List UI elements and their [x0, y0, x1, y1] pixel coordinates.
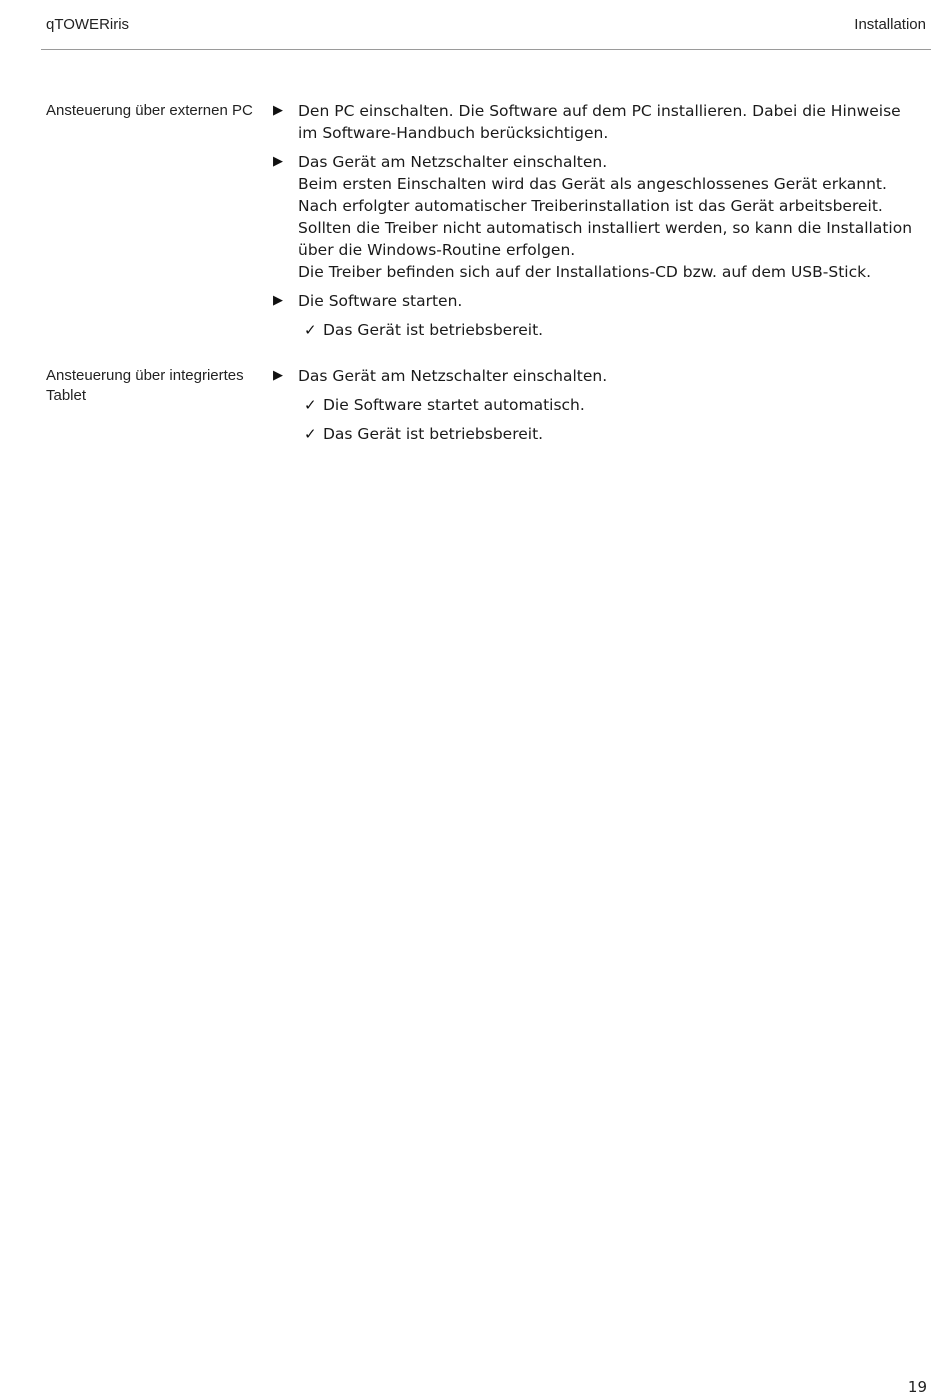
triangle-right-icon: ▶ [273, 154, 283, 169]
result-text: Das Gerät ist betriebsbereit. [323, 321, 544, 339]
checkmark-icon: ✓ [304, 425, 317, 443]
header-divider [41, 49, 931, 50]
step-text: Die Software starten. [298, 292, 463, 310]
section-content [273, 100, 923, 348]
result-item [273, 423, 923, 445]
step-text: Das Gerät am Netzschalter einschalten. [298, 153, 608, 171]
section-label: Ansteuerung über externen PC [46, 102, 253, 119]
page-number: 19 [907, 1378, 927, 1396]
result-text: Die Software startet automatisch. [323, 396, 585, 414]
triangle-right-icon: ▶ [273, 368, 283, 383]
instruction-step [273, 100, 923, 144]
step-text: Das Gerät am Netzschalter einschalten. [298, 367, 608, 385]
section-content [273, 365, 923, 452]
step-note: Beim ersten Einschalten wird das Gerät als angeschlossenes Gerät erkannt. Nach erfolgter automatischer Treiberinstallation ist das Gerät arbeitsbereit. Sollten die Treiber nicht automatisch installiert werden, so kann die Installation über die Windows-Routine erfolgen. [298, 175, 913, 259]
header-product-name: qTOWERiris [46, 16, 130, 33]
instruction-step [273, 365, 923, 387]
result-item [273, 394, 923, 416]
header-chapter-title: Installation [854, 16, 926, 33]
checkmark-icon: ✓ [304, 396, 317, 414]
result-item [273, 319, 923, 341]
triangle-right-icon: ▶ [273, 293, 283, 308]
instruction-step [273, 151, 923, 283]
triangle-right-icon: ▶ [273, 103, 283, 118]
checkmark-icon: ✓ [304, 321, 317, 339]
section-label: Ansteuerung über integriertes Tablet [46, 367, 244, 404]
result-text: Das Gerät ist betriebsbereit. [323, 425, 544, 443]
instruction-step [273, 290, 923, 312]
step-note: Die Treiber befinden sich auf der Installations-CD bzw. auf dem USB-Stick. [298, 263, 872, 281]
step-text: Den PC einschalten. Die Software auf dem PC installieren. Dabei die Hinweise im Software-Handbuch berücksichtigen. [298, 102, 901, 142]
page-header [46, 16, 926, 36]
